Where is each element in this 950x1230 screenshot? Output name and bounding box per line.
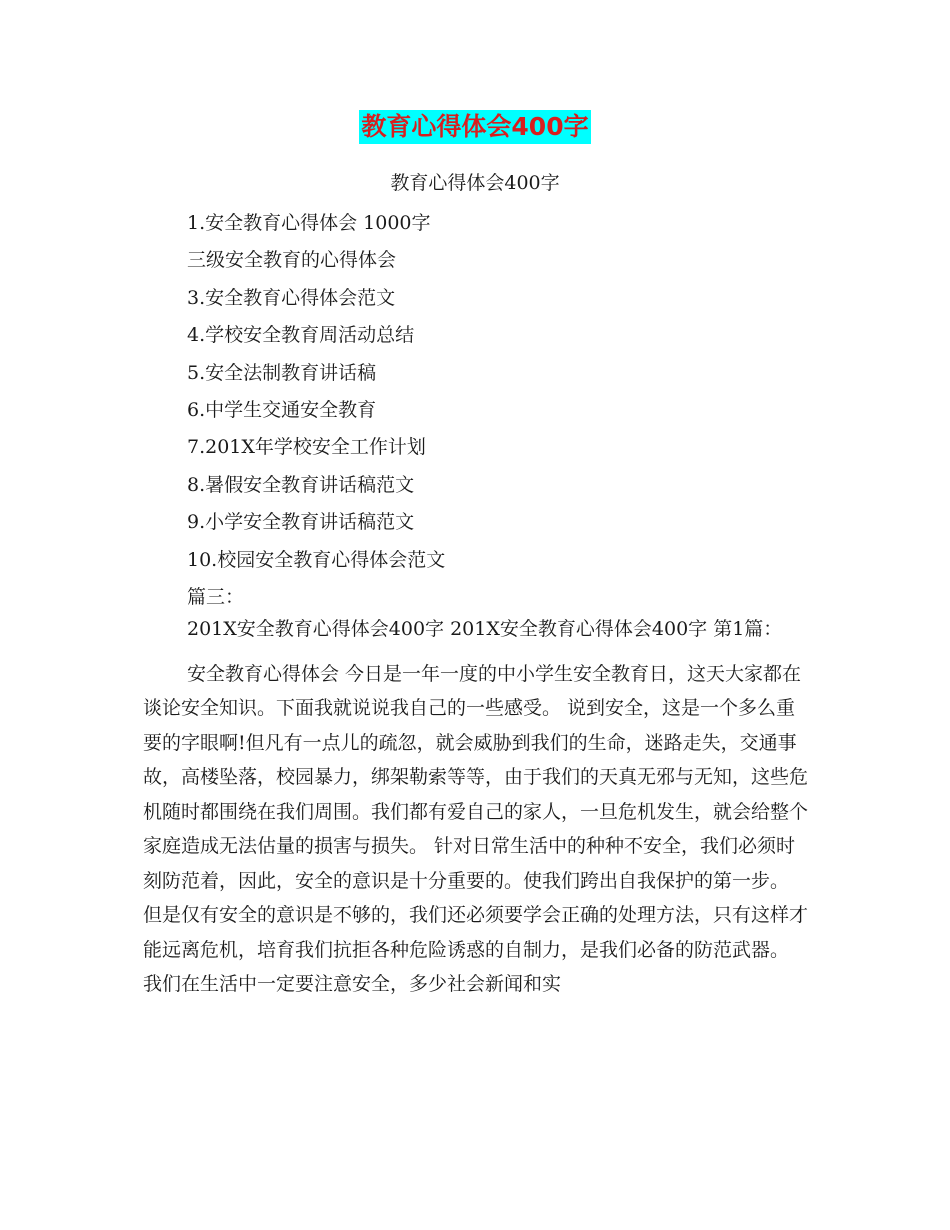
list-item: 三级安全教育的心得体会: [187, 249, 397, 272]
section-label: 篇三：: [187, 585, 245, 608]
title-container: [0, 110, 950, 144]
paragraph-body: 安全教育心得体会 今日是一年一度的中小学生安全教育日，这天大家都在谈论安全知识。下面我就说说我自己的一些感受。 说到安全，这是一个多么重要的字眼啊!但凡有一点儿的疏忽，就会威胁到我们的生命，迷路走失，交通事故，高楼坠落，校园暴力，绑架勒索等等，由于我们的天真无邪与无知，这些危机随时都围绕在我们周围。我们都有爱自己的家人，一旦危机发生，就会给整个家庭造成无法估量的损害与损失。 针对日常生活中的种种不安全，我们必须时刻防范着，因此，安全的意识是十分重要的。使我们跨出自我保护的第一步。 但是仅有安全的意识是不够的，我们还必须要学会正确的处理方法，只有这样才能远离危机，培育我们抗拒各种危险诱惑的自制力，是我们必备的防范武器。 我们在生活中一定要注意安全，多少社会新闻和实: [143, 662, 809, 995]
list-item: 4.学校安全教育周活动总结: [187, 324, 415, 347]
document-body: [143, 612, 808, 1002]
document-subtitle: 教育心得体会400字: [390, 172, 560, 194]
list-item: 9.小学安全教育讲话稿范文: [187, 511, 415, 534]
list-item: 7.201X年学校安全工作计划: [187, 436, 426, 459]
topic-list: [187, 205, 445, 616]
paragraph-heading: 201X安全教育心得体会400字 201X安全教育心得体会400字 第1篇：: [187, 618, 783, 640]
list-item: 3.安全教育心得体会范文: [187, 286, 396, 309]
list-item: 10.校园安全教育心得体会范文: [187, 548, 446, 571]
list-item: 8.暑假安全教育讲话稿范文: [187, 473, 415, 496]
list-item: 6.中学生交通安全教育: [187, 398, 377, 421]
list-item: 1.安全教育心得体会 1000字: [187, 212, 431, 234]
list-item: 5.安全法制教育讲话稿: [187, 361, 377, 384]
document-title: 教育心得体会400字: [359, 110, 590, 144]
